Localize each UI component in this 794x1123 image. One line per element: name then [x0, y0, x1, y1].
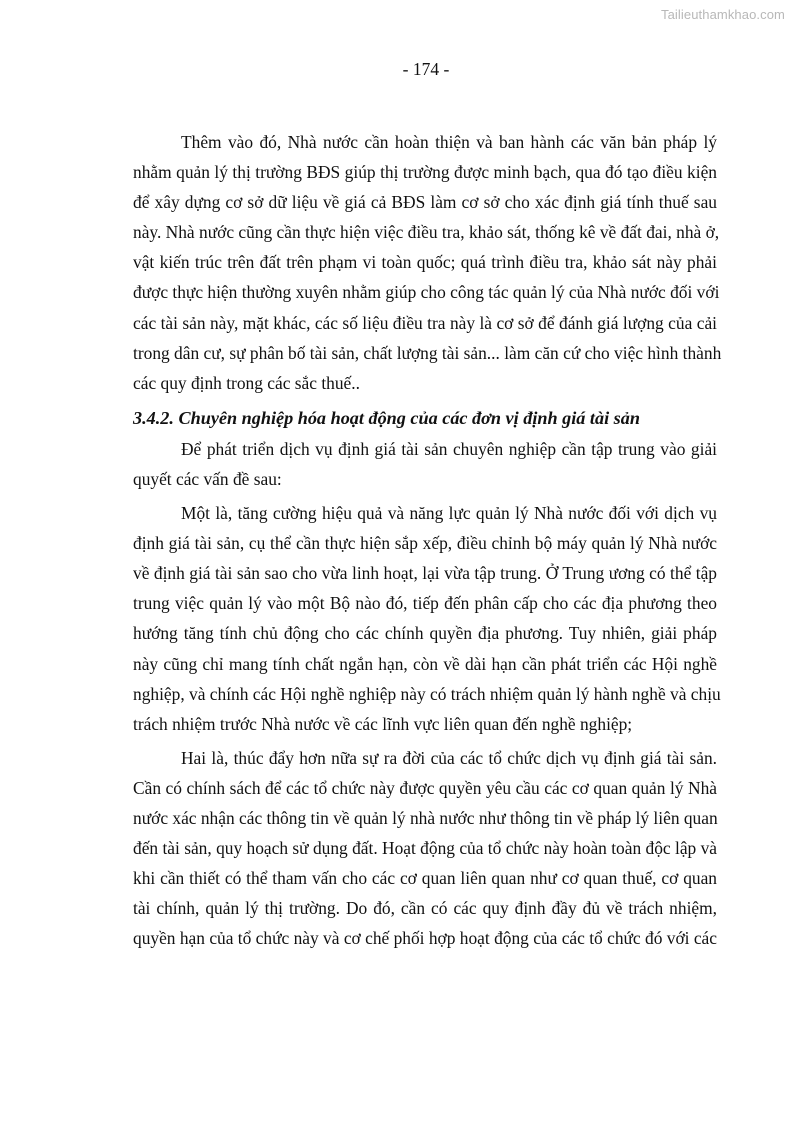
text-line: Cần có chính sách để các tổ chức này được quyền yêu cầu các cơ quan quản lý Nhà: [133, 777, 717, 798]
text-line: này. Nhà nước cũng cần thực hiện việc điều tra, khảo sát, thống kê về đất đai, nhà ở,: [133, 222, 720, 243]
watermark: Tailieuthamkhao.com: [660, 7, 785, 22]
text-line: Một là, tăng cường hiệu quả và năng lực quản lý Nhà nước đối với dịch vụ: [181, 503, 717, 524]
text-line: Thêm vào đó, Nhà nước cần hoàn thiện và ban hành các văn bản pháp lý: [181, 132, 717, 152]
paragraph-4: [133, 743, 717, 954]
text-line: trong dân cư, sự phân bố tài sản, chất lượng tài sản... làm căn cứ cho việc hình thành: [133, 342, 722, 363]
page-number: - 174 -: [402, 59, 450, 79]
text-line: nước xác nhận các thông tin về quản lý nhà nước như thông tin về pháp lý liên quan: [133, 807, 718, 828]
text-line: định giá tài sản, cụ thể cần thực hiện sắp xếp, điều chỉnh bộ máy quản lý Nhà nước: [133, 533, 717, 554]
text-line: các tài sản này, mặt khác, các số liệu điều tra này là cơ sở để đánh giá lượng của cải: [133, 312, 717, 333]
document-body: [133, 127, 722, 953]
text-line: quyền hạn của tổ chức này và cơ chế phối hợp hoạt động của các tổ chức đó với các: [133, 928, 717, 949]
text-line: Hai là, thúc đẩy hơn nữa sự ra đời của các tổ chức dịch vụ định giá tài sản.: [181, 747, 717, 768]
paragraph-2: [133, 434, 717, 494]
text-line: trung việc quản lý vào một Bộ nào đó, tiếp đến phân cấp cho các địa phương theo: [133, 593, 717, 614]
text-line: để xây dựng cơ sở dữ liệu về giá cả BĐS làm cơ sở cho xác định giá tính thuế sau: [133, 192, 717, 213]
text-line: khi cần thiết có thể tham vấn cho các cơ quan liên quan như cơ quan thuế, cơ quan: [133, 868, 717, 889]
paragraph-1: [133, 127, 722, 398]
text-line: đến tài sản, quy hoạch sử dụng đất. Hoạt động của tổ chức này hoàn toàn độc lập và: [133, 838, 717, 859]
text-line: tài chính, quản lý thị trường. Do đó, cần có các quy định đầy đủ về trách nhiệm,: [133, 898, 717, 919]
text-line: Để phát triển dịch vụ định giá tài sản chuyên nghiệp cần tập trung vào giải: [181, 438, 717, 459]
text-line: các quy định trong các sắc thuế..: [133, 372, 360, 393]
text-line: quyết các vấn đề sau:: [133, 468, 282, 489]
text-line: vật kiến trúc trên đất trên phạm vi toàn quốc; quá trình điều tra, khảo sát này phải: [133, 252, 717, 273]
text-line: hướng tăng tính chủ động cho các chính quyền địa phương. Tuy nhiên, giải pháp: [133, 623, 717, 644]
section-heading: 3.4.2. Chuyên nghiệp hóa hoạt động của các đơn vị định giá tài sản: [133, 407, 640, 428]
paragraph-3: [133, 498, 721, 739]
text-line: về định giá tài sản sao cho vừa linh hoạt, lại vừa tập trung. Ở Trung ương có thể tập: [133, 563, 717, 584]
text-line: trách nhiệm trước Nhà nước về các lĩnh vực liên quan đến nghề nghiệp;: [133, 713, 633, 734]
text-line: nhằm quản lý thị trường BĐS giúp thị trường được minh bạch, qua đó tạo điều kiện: [133, 162, 717, 183]
text-line: này cũng chỉ mang tính chất ngắn hạn, còn về dài hạn cần phát triển các Hội nghề: [133, 653, 717, 674]
text-line: nghiệp, và chính các Hội nghề nghiệp này có trách nhiệm quản lý hành nghề và chịu: [133, 683, 721, 704]
text-line: được thực hiện thường xuyên nhằm giúp cho công tác quản lý của Nhà nước đối với: [133, 282, 720, 303]
